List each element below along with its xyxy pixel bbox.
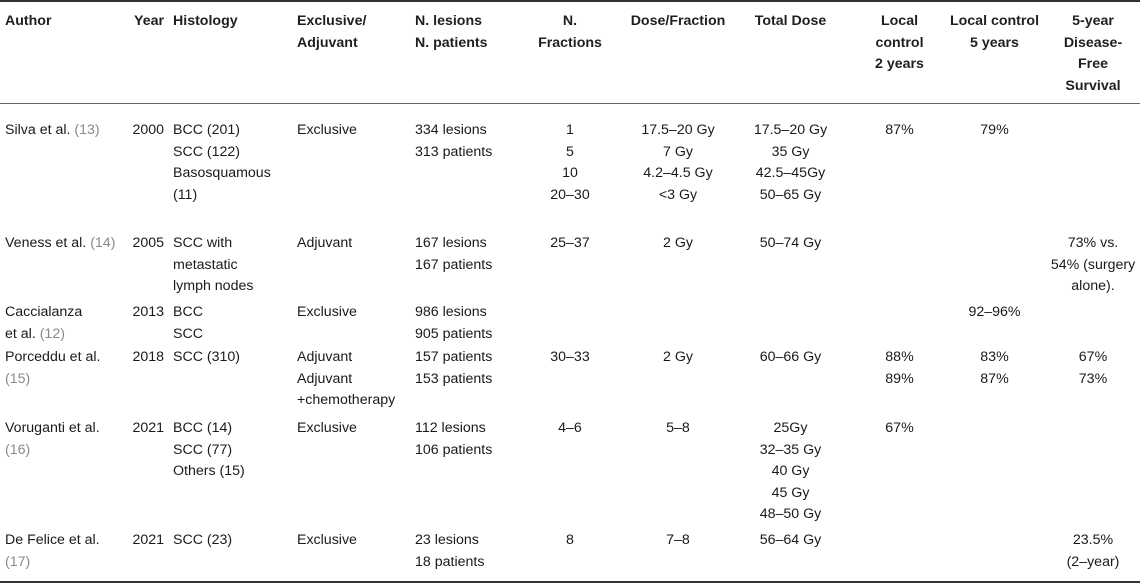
citation-ref: (12) bbox=[39, 325, 65, 342]
table-bottom-rule bbox=[0, 581, 1140, 583]
row-3-year: 2013 bbox=[132, 304, 164, 320]
row-1-exclusive: Exclusive bbox=[297, 122, 357, 138]
row-1-author: Silva et al. (13) bbox=[5, 122, 100, 138]
header-histology: Histology bbox=[173, 13, 238, 29]
row-5-year: 2021 bbox=[132, 420, 164, 436]
row-3-lesions: 986 lesions 905 patients bbox=[415, 304, 493, 342]
row-6-dfs: 23.5% (2–year) bbox=[1066, 532, 1120, 570]
row-1-total: 17.5–20 Gy 35 Gy 42.5–45Gy 50–65 Gy bbox=[753, 122, 828, 203]
row-2-lesions: 167 lesions 167 patients bbox=[415, 235, 493, 273]
citation-ref: (13) bbox=[74, 122, 100, 138]
row-1-lesions: 334 lesions 313 patients bbox=[415, 122, 493, 160]
row-1-dose: 17.5–20 Gy 7 Gy 4.2–4.5 Gy <3 Gy bbox=[641, 122, 715, 203]
row-1-histology: BCC (201) SCC (122) Basosquamous (11) bbox=[173, 122, 271, 203]
row-2-total: 50–74 Gy bbox=[759, 235, 822, 251]
row-2-dfs: 73% vs. 54% (surgery alone). bbox=[1050, 235, 1136, 294]
row-3-exclusive: Exclusive bbox=[297, 304, 357, 320]
row-1-lc5: 79% bbox=[980, 122, 1009, 138]
row-3-author: Caccialanza et al. (12) bbox=[5, 304, 83, 342]
row-6-dose: 7–8 bbox=[666, 532, 690, 548]
row-2-fractions: 25–37 bbox=[550, 235, 590, 251]
row-3-histology: BCC SCC bbox=[173, 304, 203, 342]
row-5-fractions: 4–6 bbox=[558, 420, 582, 436]
row-5-exclusive: Exclusive bbox=[297, 420, 357, 436]
header-lesions: N. lesions N. patients bbox=[415, 13, 488, 51]
row-6-lesions: 23 lesions 18 patients bbox=[415, 532, 485, 570]
row-6-total: 56–64 Gy bbox=[759, 532, 822, 548]
header-author: Author bbox=[5, 13, 52, 29]
row-1-lc2: 87% bbox=[885, 122, 914, 138]
header-lc5: Local control 5 years bbox=[949, 13, 1040, 51]
row-2-author: Veness et al. (14) bbox=[5, 235, 116, 251]
row-6-exclusive: Exclusive bbox=[297, 532, 357, 548]
row-1-year: 2000 bbox=[132, 122, 164, 138]
row-4-histology: SCC (310) bbox=[173, 349, 241, 365]
row-6-fractions: 8 bbox=[566, 532, 574, 548]
row-2-histology: SCC with metastatic lymph nodes bbox=[173, 235, 254, 294]
row-4-lc2: 88% 89% bbox=[885, 349, 914, 387]
header-dose: Dose/Fraction bbox=[630, 13, 726, 29]
table-header-rule bbox=[0, 103, 1140, 104]
row-6-year: 2021 bbox=[132, 532, 164, 548]
row-4-lesions: 157 patients 153 patients bbox=[415, 349, 493, 387]
row-2-dose: 2 Gy bbox=[663, 235, 693, 251]
row-5-lc2: 67% bbox=[885, 420, 914, 436]
citation-ref: (17) bbox=[5, 553, 31, 570]
row-4-year: 2018 bbox=[132, 349, 164, 365]
row-6-author: De Felice et al. (17) bbox=[5, 530, 123, 573]
row-4-lc5: 83% 87% bbox=[980, 349, 1009, 387]
header-year: Year bbox=[134, 13, 164, 29]
header-lc2: Local control 2 years bbox=[875, 13, 924, 72]
row-4-total: 60–66 Gy bbox=[759, 349, 822, 365]
row-4-dfs: 67% 73% bbox=[1078, 349, 1108, 387]
row-4-fractions: 30–33 bbox=[550, 349, 590, 365]
citation-ref: (14) bbox=[90, 235, 116, 251]
row-5-lesions: 112 lesions 106 patients bbox=[415, 420, 493, 458]
row-4-exclusive: Adjuvant Adjuvant +chemotherapy bbox=[297, 349, 396, 408]
row-5-histology: BCC (14) SCC (77) Others (15) bbox=[173, 420, 245, 479]
table-top-rule bbox=[0, 0, 1140, 2]
citation-ref: (16) bbox=[5, 441, 31, 458]
row-1-fractions: 1 5 10 20–30 bbox=[550, 122, 590, 203]
row-2-year: 2005 bbox=[132, 235, 164, 251]
row-6-histology: SCC (23) bbox=[173, 532, 233, 548]
row-3-lc5: 92–96% bbox=[968, 304, 1021, 320]
header-total: Total Dose bbox=[754, 13, 827, 29]
header-dfs: 5-year Disease- Free Survival bbox=[1063, 13, 1123, 94]
row-5-author: Voruganti et al. (16) bbox=[5, 418, 123, 461]
row-2-exclusive: Adjuvant bbox=[297, 235, 353, 251]
citation-ref: (15) bbox=[5, 370, 31, 387]
header-fractions: N. Fractions bbox=[538, 13, 602, 51]
header-exclusive: Exclusive/ Adjuvant bbox=[297, 13, 367, 51]
row-5-total: 25Gy 32–35 Gy 40 Gy 45 Gy 48–50 Gy bbox=[759, 420, 822, 522]
row-4-dose: 2 Gy bbox=[663, 349, 693, 365]
row-5-dose: 5–8 bbox=[666, 420, 690, 436]
row-4-author: Porceddu et al. (15) bbox=[5, 347, 123, 390]
